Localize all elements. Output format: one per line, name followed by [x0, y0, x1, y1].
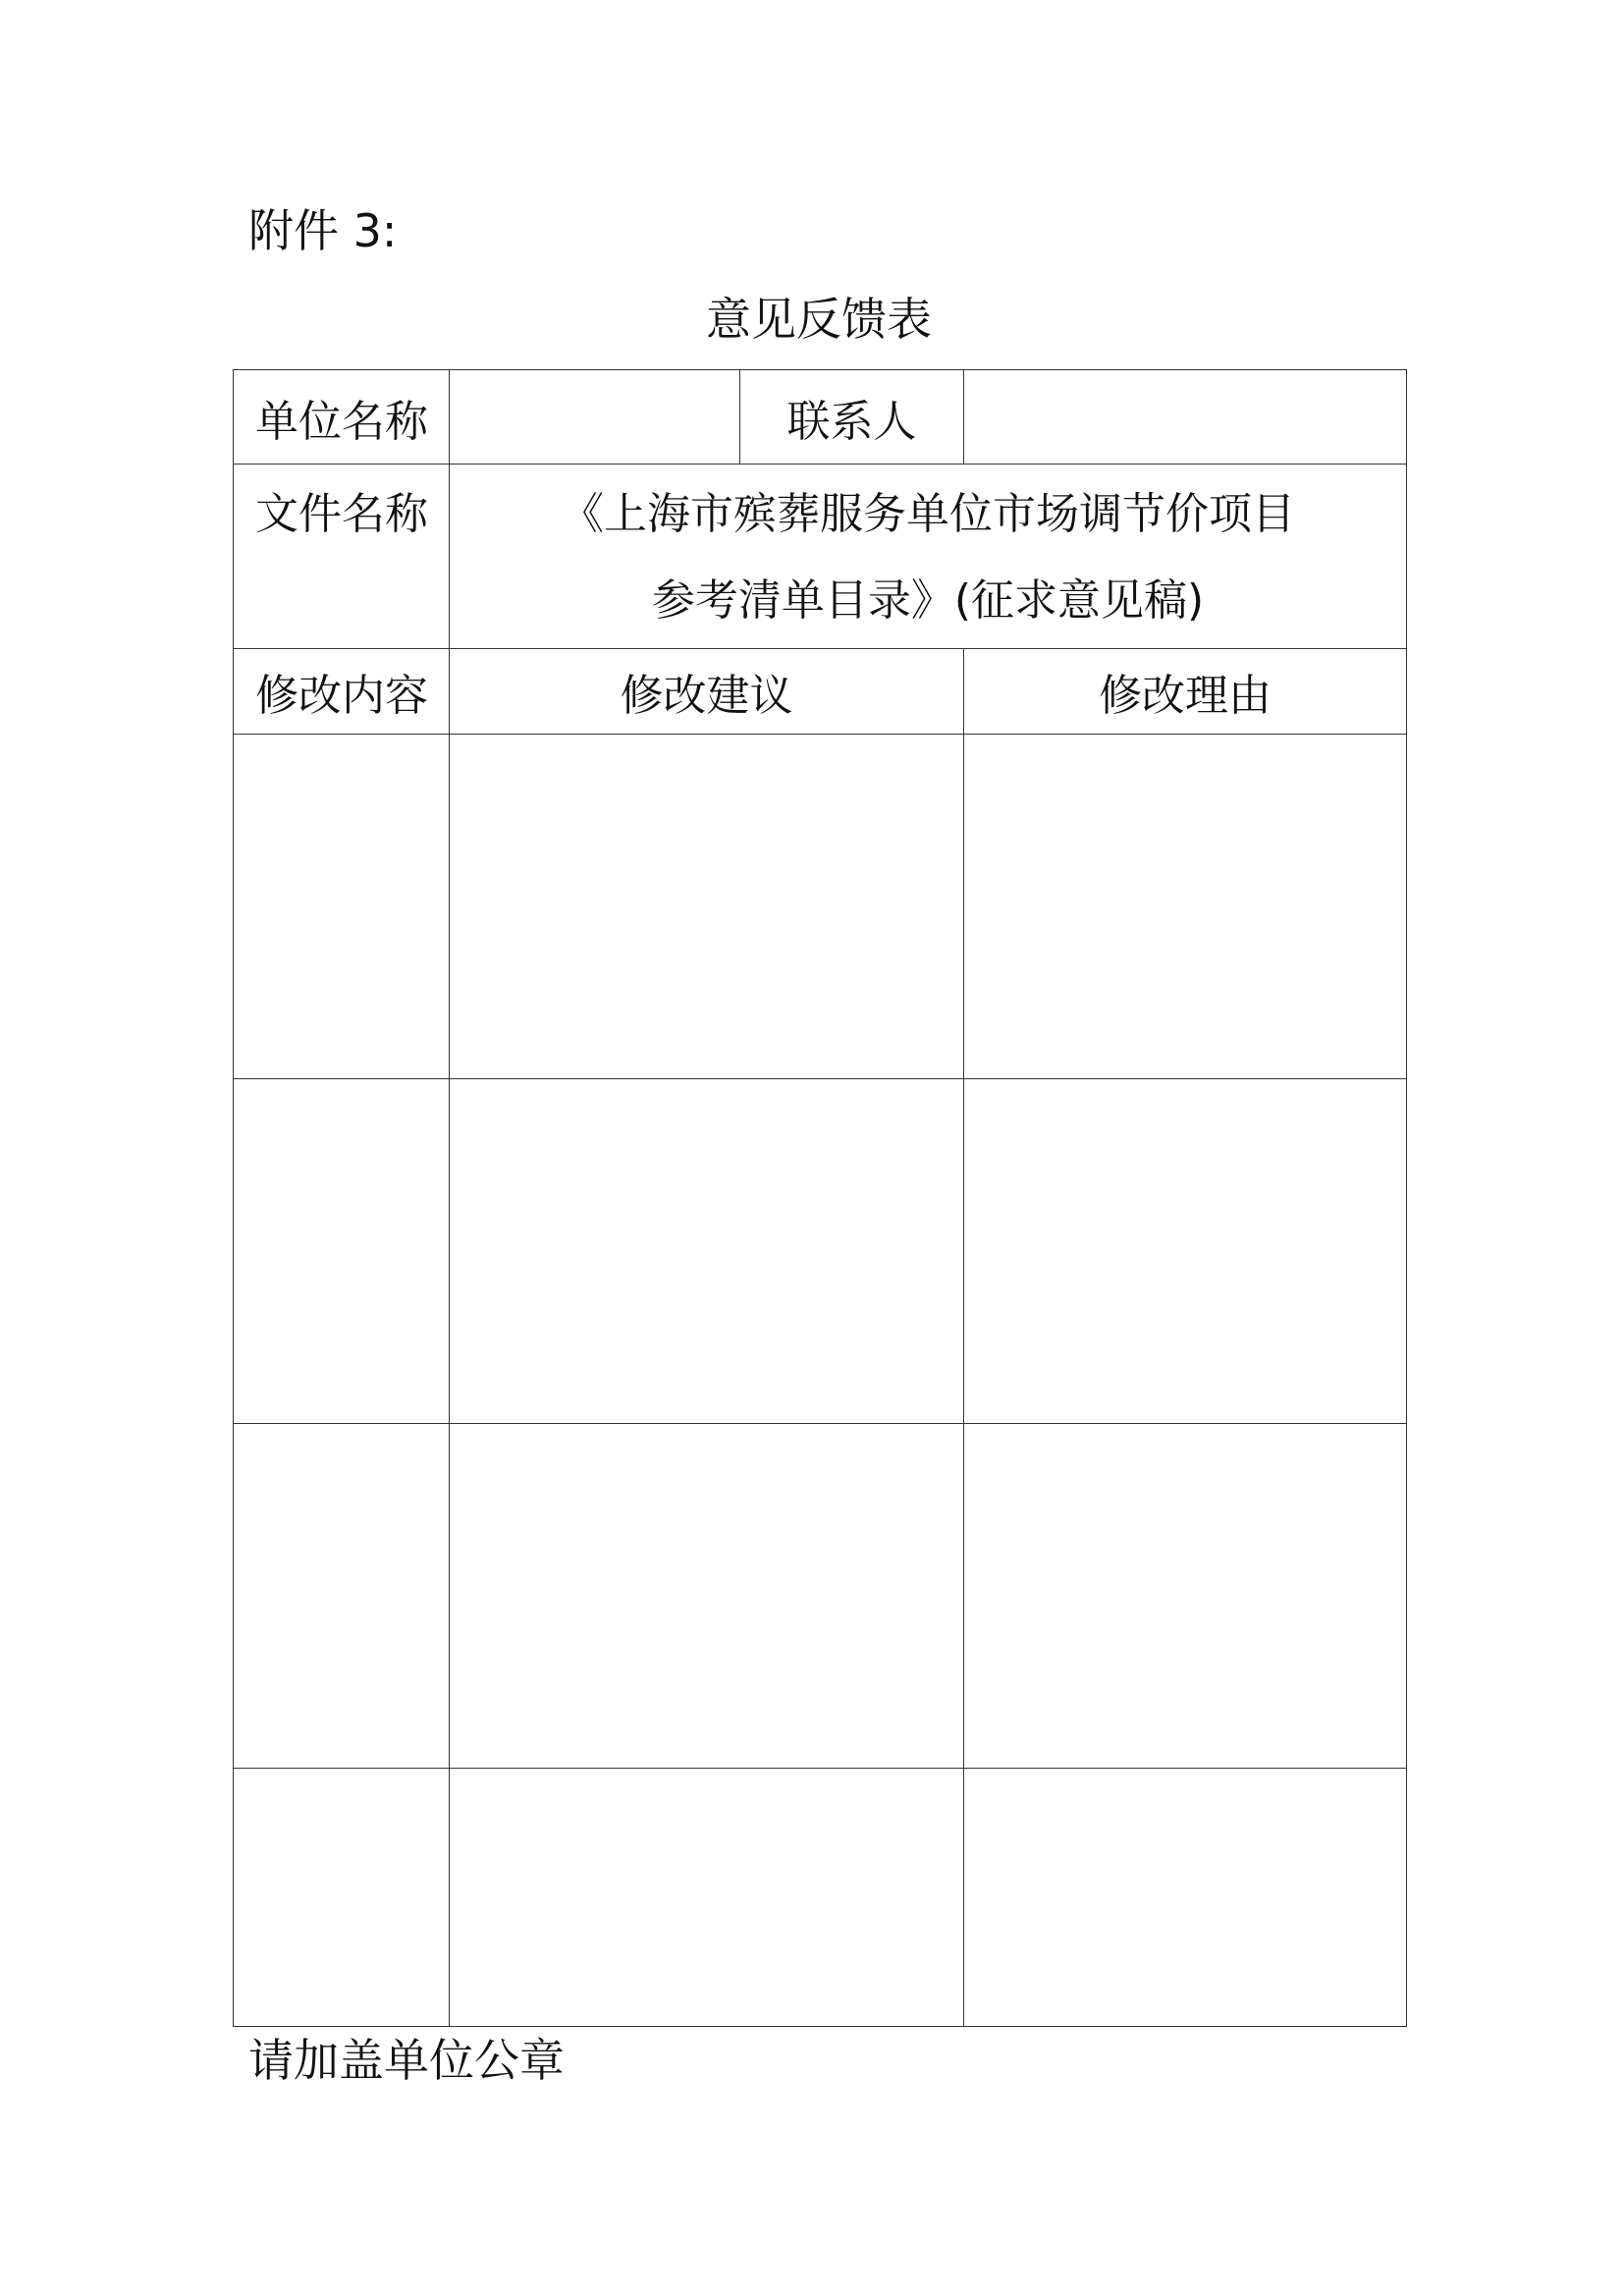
- table-row: [234, 1079, 1407, 1424]
- attachment-label: 附件 3:: [248, 204, 398, 257]
- table-header-row: [234, 649, 1407, 735]
- header-content: 修改内容: [234, 649, 450, 735]
- reason-cell[interactable]: [964, 1424, 1407, 1769]
- feedback-form-table: [233, 369, 1407, 2027]
- suggestion-cell[interactable]: [450, 1424, 964, 1769]
- contact-label: 联系人: [740, 370, 964, 465]
- reason-cell[interactable]: [964, 1079, 1407, 1424]
- content-cell[interactable]: [234, 735, 450, 1079]
- unit-name-label: 单位名称: [234, 370, 450, 465]
- content-cell[interactable]: [234, 1769, 450, 2027]
- file-name-row: [234, 465, 1407, 649]
- table-row: [234, 1424, 1407, 1769]
- file-name-label: 文件名称: [234, 465, 450, 649]
- file-name-line-1: 《上海市殡葬服务单位市场调节价项目: [561, 488, 1295, 539]
- file-name-line-2: 参考清单目录》(征求意见稿): [651, 574, 1205, 626]
- file-name-value: [450, 465, 1407, 649]
- table-row: [234, 1769, 1407, 2027]
- content-cell[interactable]: [234, 1079, 450, 1424]
- header-reason: 修改理由: [964, 649, 1407, 735]
- content-cell[interactable]: [234, 1424, 450, 1769]
- contact-field[interactable]: [964, 370, 1407, 465]
- suggestion-cell[interactable]: [450, 1769, 964, 2027]
- suggestion-cell[interactable]: [450, 735, 964, 1079]
- reason-cell[interactable]: [964, 1769, 1407, 2027]
- suggestion-cell[interactable]: [450, 1079, 964, 1424]
- unit-name-field[interactable]: [450, 370, 740, 465]
- document-title: 意见反馈表: [706, 293, 932, 346]
- table-row: [234, 735, 1407, 1079]
- header-suggestion: 修改建议: [450, 649, 964, 735]
- reason-cell[interactable]: [964, 735, 1407, 1079]
- stamp-note: 请加盖单位公章: [248, 2034, 565, 2087]
- unit-info-row: [234, 370, 1407, 465]
